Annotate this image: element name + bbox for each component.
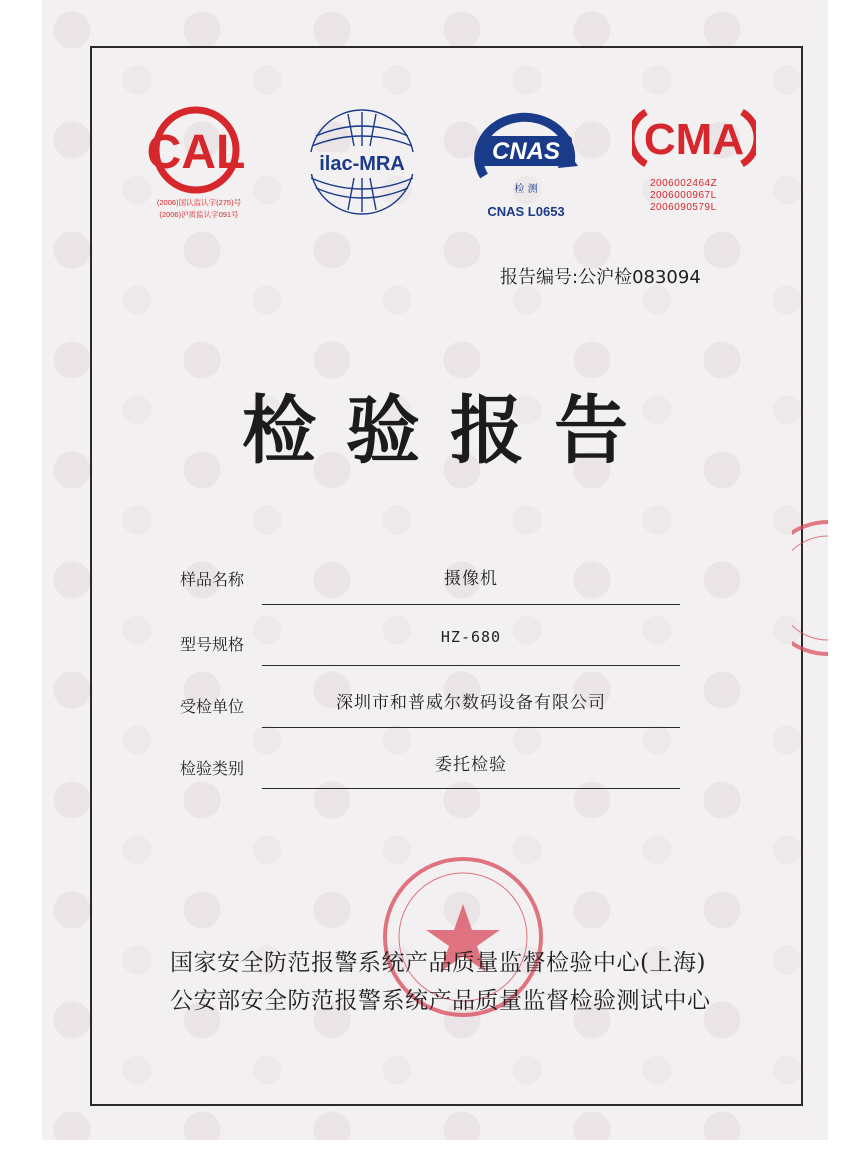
- cma-code-3: 2006090579L: [650, 202, 717, 213]
- cnas-accreditation-code: CNAS L0653: [487, 204, 565, 219]
- cma-logo-icon: [632, 104, 756, 170]
- organization-name-1: 国家安全防范报警系统产品质量监督检验中心(上海): [170, 950, 706, 976]
- field-label-inspection-type: 检验类别: [180, 759, 245, 778]
- field-value-model: HZ-680: [440, 628, 502, 646]
- field-label-model: 型号规格: [180, 635, 245, 654]
- cnas-logo-icon: [466, 108, 586, 204]
- cnas-logo-mark: CNAS: [491, 138, 561, 165]
- field-value-inspected-unit: 深圳市和普威尔数码设备有限公司: [336, 693, 606, 713]
- partial-seal-icon: [792, 520, 828, 660]
- cma-logo-mark: CMA: [643, 115, 745, 164]
- cma-code-2: 2006000967L: [650, 190, 717, 201]
- field-underline: [262, 604, 680, 605]
- field-underline: [262, 788, 680, 789]
- report-number: 报告编号:公沪检083094: [500, 267, 701, 288]
- field-label-inspected-unit: 受检单位: [180, 697, 245, 716]
- ilac-logo-mark: ilac-MRA: [319, 153, 405, 175]
- report-title: 检验报告: [242, 388, 658, 474]
- field-underline: [262, 665, 680, 666]
- cnas-logo-sub: 检 测: [514, 184, 538, 195]
- cal-accreditation-line-1: (2006)国认监认字(275)号: [156, 198, 242, 207]
- field-value-inspection-type: 委托检验: [435, 755, 507, 775]
- field-value-sample-name: 摄像机: [444, 569, 498, 589]
- cal-accreditation-line-2: (2006)沪质监认字091号: [159, 210, 239, 219]
- cal-logo-icon: [146, 106, 246, 196]
- field-label-sample-name: 样品名称: [180, 570, 245, 589]
- cal-logo-mark: CAL: [146, 126, 246, 179]
- field-underline: [262, 727, 680, 728]
- organization-name-2: 公安部安全防范报警系统产品质量监督检验测试中心: [170, 988, 711, 1014]
- ilac-mra-logo-icon: [302, 106, 422, 218]
- cma-code-1: 2006002464Z: [650, 178, 718, 189]
